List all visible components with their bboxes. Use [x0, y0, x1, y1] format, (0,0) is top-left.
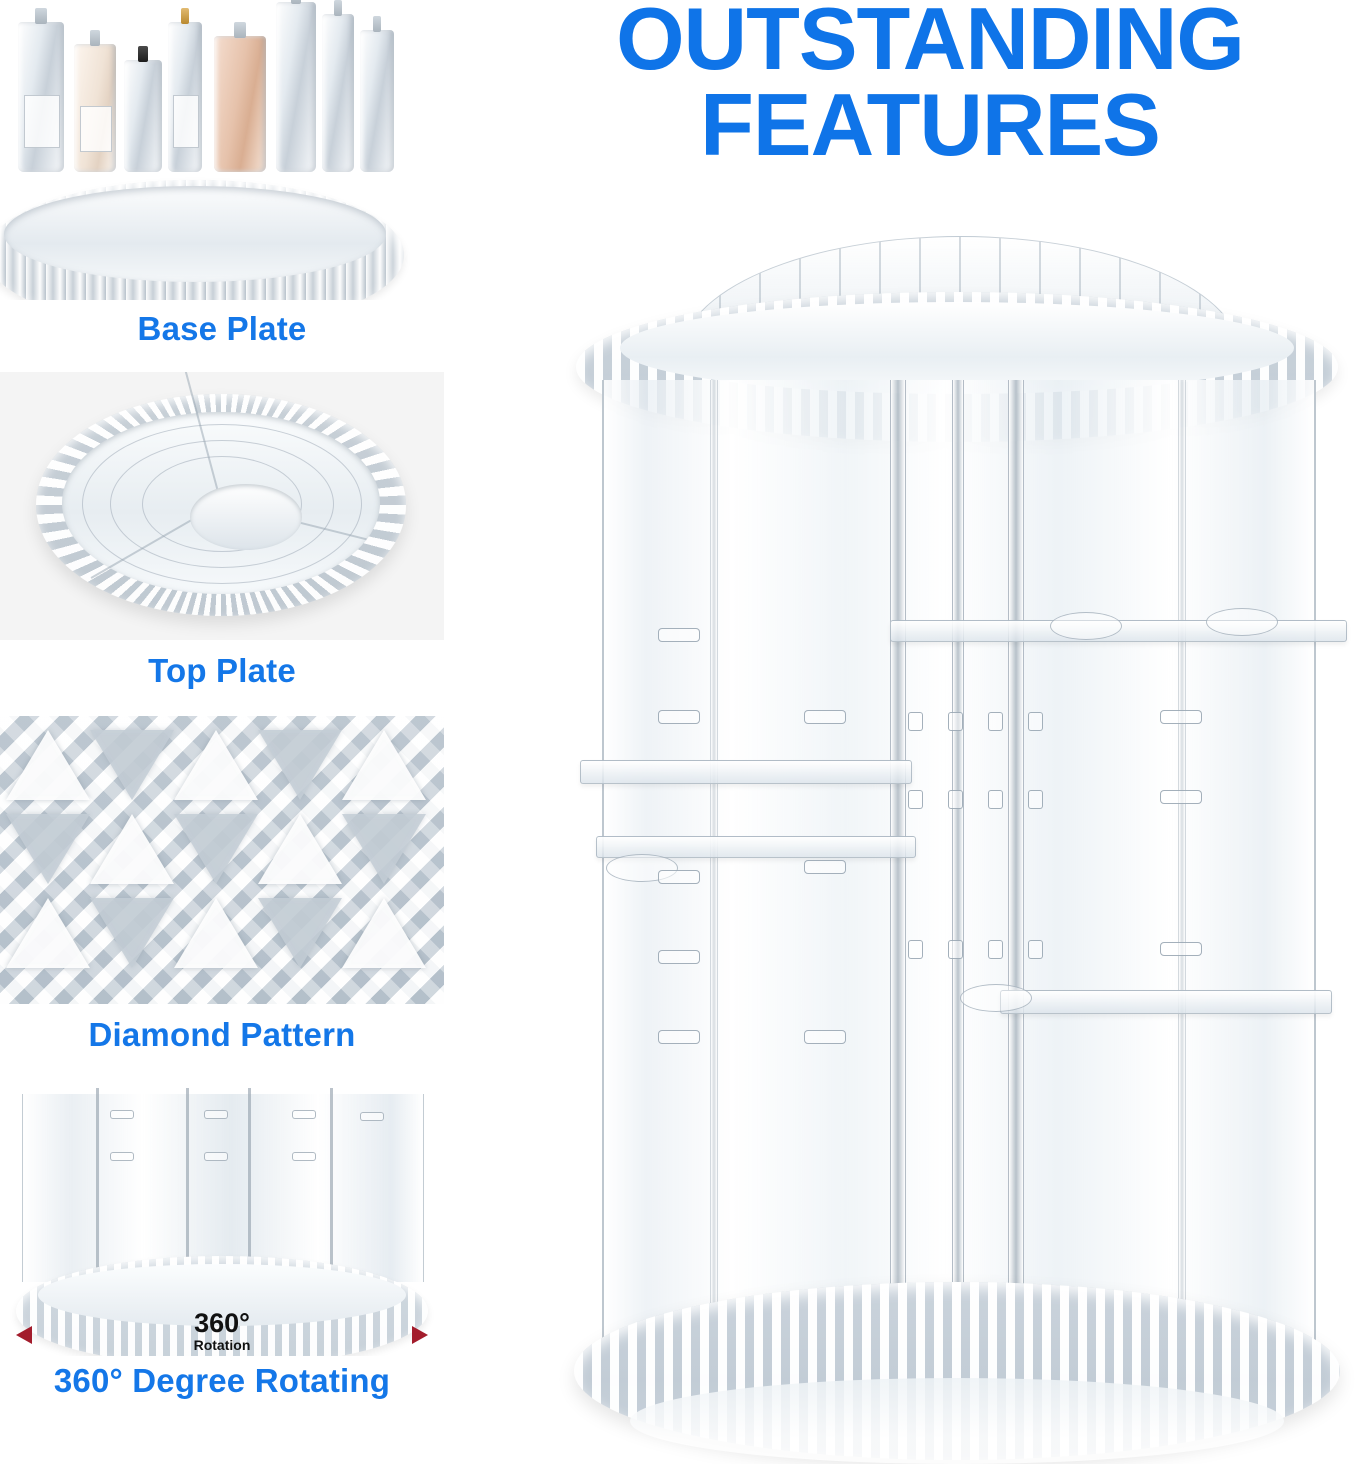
- diamond-facet: [90, 814, 174, 884]
- hero-center-post-right: [1008, 380, 1024, 1390]
- hero-center-post-left: [890, 380, 906, 1390]
- feature-top-plate: [0, 372, 444, 690]
- hero-hole: [988, 940, 1003, 959]
- diamond-facet: [174, 730, 258, 800]
- base-plate-image: [0, 0, 444, 300]
- mini-post: [96, 1088, 99, 1276]
- bottle-label: [24, 95, 59, 148]
- hero-slot: [658, 1030, 700, 1044]
- top-plate-surface: [62, 412, 380, 594]
- headline-line-2: FEATURES: [700, 75, 1160, 175]
- top-plate-disc: [36, 394, 406, 616]
- feature-base-plate: [0, 0, 444, 348]
- hero-hole: [988, 712, 1003, 731]
- hero-hole: [948, 712, 963, 731]
- bottle-label: [80, 106, 112, 152]
- diamond-pattern-caption: Diamond Pattern: [88, 1016, 356, 1053]
- feature-thumbnail-column: [0, 0, 444, 1438]
- diamond-facet: [6, 898, 90, 968]
- hero-base-foot: [630, 1378, 1284, 1464]
- hero-shelf-knob: [960, 984, 1032, 1012]
- hero-hole: [1028, 940, 1043, 959]
- diamond-tray: [0, 180, 404, 300]
- rotation-caption: 360° Degree Rotating: [53, 1362, 391, 1399]
- hero-slot: [804, 860, 846, 874]
- hero-hole: [1028, 712, 1043, 731]
- mini-slot: [360, 1112, 384, 1121]
- hero-hole: [948, 790, 963, 809]
- hero-shelf-knob: [1050, 612, 1122, 640]
- hero-hole: [948, 940, 963, 959]
- feature-diamond-pattern: [0, 716, 444, 1054]
- diamond-facet: [6, 814, 90, 884]
- mini-slot: [292, 1152, 316, 1161]
- mini-post: [330, 1088, 333, 1276]
- hero-slot: [1160, 942, 1202, 956]
- diamond-facet: [90, 898, 174, 968]
- bottle-label: [173, 95, 199, 148]
- diamond-pattern-image: [0, 716, 444, 1004]
- base-plate-caption: Base Plate: [137, 310, 307, 347]
- diamond-facet: [258, 730, 342, 800]
- diamond-facet: [258, 814, 342, 884]
- feature-360-rotation: [0, 1088, 444, 1400]
- hero-hole: [908, 790, 923, 809]
- hero-divider-right: [1178, 380, 1186, 1390]
- hero-slot: [658, 628, 700, 642]
- organizer-mini-body: [22, 1094, 424, 1282]
- bottle-1: [18, 22, 64, 172]
- hero-hole: [908, 940, 923, 959]
- hero-slot: [658, 950, 700, 964]
- hero-shelf-knob: [1206, 608, 1278, 636]
- hero-base-diamond-rim: [574, 1282, 1340, 1460]
- diamond-facet: [342, 730, 426, 800]
- bottle-5: [214, 36, 266, 172]
- headline-line-1: OUTSTANDING: [616, 0, 1244, 88]
- mini-slot: [204, 1110, 228, 1119]
- rotation-subtext: Rotation: [193, 1337, 251, 1353]
- hero-shelf-mid-left: [580, 760, 912, 784]
- bottle-8: [360, 30, 394, 172]
- hero-hole: [1028, 790, 1043, 809]
- hero-shelf-lower-right: [1000, 990, 1332, 1014]
- diamond-facet: [174, 898, 258, 968]
- diamond-facet: [342, 814, 426, 884]
- hero-slot: [804, 710, 846, 724]
- mini-slot: [204, 1152, 228, 1161]
- bottle-2: [74, 44, 116, 172]
- hero-product-image: [560, 230, 1350, 1430]
- hero-center-post-mid: [952, 380, 964, 1390]
- hero-slot: [658, 710, 700, 724]
- disc-hub: [190, 484, 302, 550]
- top-plate-image: [0, 372, 444, 640]
- rotation-image: [0, 1088, 444, 1356]
- mini-slot: [110, 1152, 134, 1161]
- mini-post: [248, 1088, 251, 1276]
- bottle-6: [276, 2, 316, 172]
- diamond-facet: [6, 730, 90, 800]
- bottle-3: [124, 60, 162, 172]
- hero-hole: [988, 790, 1003, 809]
- mini-slot: [292, 1110, 316, 1119]
- hero-slot: [1160, 710, 1202, 724]
- mini-post: [186, 1088, 189, 1276]
- mini-slot: [110, 1110, 134, 1119]
- tray-inner-surface: [4, 186, 386, 282]
- hero-divider-left: [710, 380, 718, 1390]
- hero-slot: [804, 1030, 846, 1044]
- diamond-facet: [342, 898, 426, 968]
- hero-slot: [1160, 790, 1202, 804]
- rotation-degrees: 360°: [194, 1308, 250, 1338]
- bottle-7: [322, 14, 354, 172]
- top-plate-caption: Top Plate: [148, 652, 296, 689]
- diamond-facet: [258, 898, 342, 968]
- hero-hole: [908, 712, 923, 731]
- rotation-badge: [0, 1310, 444, 1354]
- diamond-facet: [174, 814, 258, 884]
- bottle-4: [168, 22, 202, 172]
- hero-slot: [658, 870, 700, 884]
- diamond-facet: [90, 730, 174, 800]
- headline: [510, 0, 1350, 175]
